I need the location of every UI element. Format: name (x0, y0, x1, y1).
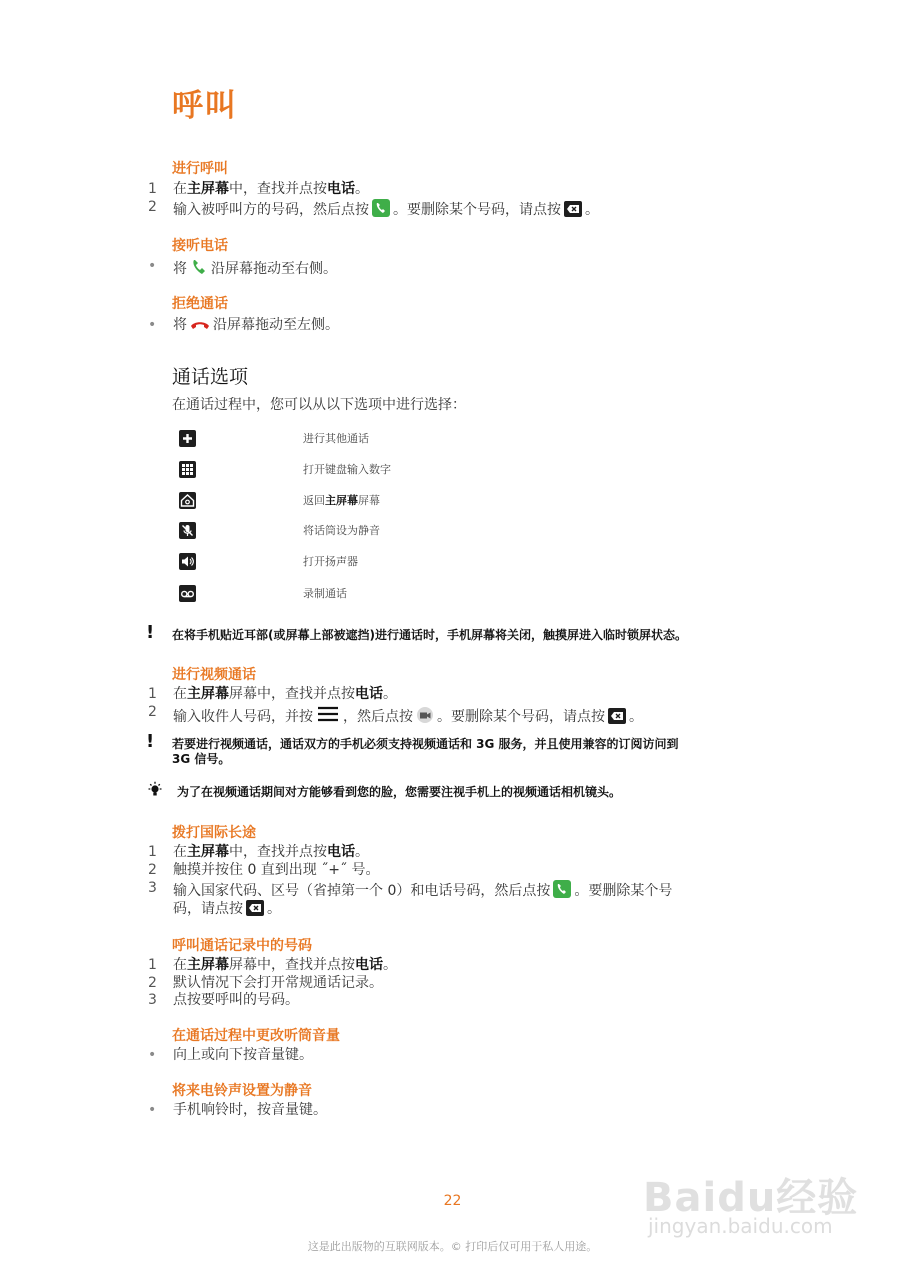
red-handset-icon (190, 318, 210, 332)
list-item (148, 686, 397, 703)
page-number: 22 (443, 1193, 462, 1209)
warning-icon: ! (146, 622, 155, 643)
step-number: 1 (148, 181, 157, 197)
list-item (148, 992, 299, 1009)
list-item (148, 258, 337, 278)
note-text-line2: 3G 信号。 (172, 752, 231, 766)
step-number: 2 (148, 704, 157, 720)
backspace-icon (246, 900, 264, 916)
option-label-home: 返回主屏幕屏幕 (303, 494, 380, 507)
note-text: 在将手机贴近耳部(或屏幕上部被遮挡)进行通话时，手机屏幕将关闭，触摸屏进入临时锁屏状态。 (172, 628, 687, 642)
option-label-speaker: 打开扬声器 (303, 555, 358, 568)
bullet: • (148, 317, 157, 333)
list-item (148, 199, 599, 219)
speaker-icon (179, 553, 196, 570)
bullet-text: 将 沿屏幕拖动至左侧。 (173, 317, 339, 333)
step-number: 1 (148, 686, 157, 702)
watermark-url: jingyan.baidu.com (648, 1214, 833, 1238)
option-label-add-call: 进行其他通话 (303, 432, 369, 445)
option-label-keypad: 打开键盘输入数字 (303, 463, 391, 476)
heading-silence-ringtone: 将来电铃声设置为静音 (172, 1083, 312, 1099)
step-text: 触摸并按住 0 直到出现 ˝+˝ 号。 (173, 862, 380, 878)
heading-call-log: 呼叫通话记录中的号码 (172, 938, 312, 954)
record-icon (179, 585, 196, 602)
backspace-icon (564, 201, 582, 217)
step-text: 在主屏幕中，查找并点按电话。 (173, 844, 369, 860)
call-button-icon (372, 199, 390, 217)
video-camera-icon (416, 706, 434, 724)
bullet-text: 手机响铃时，按音量键。 (173, 1102, 327, 1118)
list-item (148, 862, 379, 879)
step-text: 输入被呼叫方的号码，然后点按 。要删除某个号码，请点按 。 (173, 199, 599, 219)
bullet-text: 向上或向下按音量键。 (173, 1047, 313, 1063)
call-options-intro: 在通话过程中，您可以从以下选项中进行选择： (172, 397, 466, 413)
list-item (148, 317, 339, 334)
green-handset-icon (190, 258, 208, 276)
page-title: 呼叫 (172, 88, 238, 124)
heading-make-call: 进行呼叫 (172, 161, 228, 177)
option-label-mute: 将话筒设为静音 (303, 524, 380, 537)
note-text-line1: 若要进行视频通话，通话双方的手机必须支持视频通话和 3G 服务，并且使用兼容的订阅访问到 (172, 737, 679, 751)
bullet: • (148, 1102, 157, 1118)
backspace-icon (608, 708, 626, 724)
list-item (148, 957, 397, 974)
step-number: 1 (148, 844, 157, 860)
lightbulb-icon (146, 781, 164, 803)
list-item (148, 704, 643, 726)
step-number: 2 (148, 199, 157, 215)
menu-icon (316, 704, 340, 724)
tip-text: 为了在视频通话期间对方能够看到您的脸，您需要注视手机上的视频通话相机镜头。 (177, 785, 622, 799)
warning-icon: ! (146, 731, 155, 752)
list-item (148, 181, 369, 198)
keypad-icon (179, 461, 196, 478)
step-text: 在主屏幕中，查找并点按电话。 (173, 181, 369, 197)
option-label-record: 录制通话 (303, 587, 347, 600)
heading-call-options: 通话选项 (172, 366, 249, 388)
step-text: 输入国家代码、区号（省掉第一个 0）和电话号码，然后点按 。要删除某个号 (173, 880, 672, 900)
step-text: 在主屏幕屏幕中，查找并点按电话。 (173, 957, 397, 973)
heading-video-call: 进行视频通话 (172, 667, 256, 683)
step-number: 1 (148, 957, 157, 973)
list-item-continuation (173, 900, 281, 918)
step-text: 输入收件人号码，并按 ，然后点按 。要删除某个号码，请点按 。 (173, 704, 643, 726)
list-item (148, 1102, 327, 1119)
bullet: • (148, 1047, 157, 1063)
step-text: 点按要呼叫的号码。 (173, 992, 299, 1008)
call-button-icon (553, 880, 571, 898)
heading-answer-call: 接听电话 (172, 238, 228, 254)
heading-reject-call: 拒绝通话 (172, 296, 228, 312)
list-item (148, 844, 369, 861)
bullet-text: 将 沿屏幕拖动至右侧。 (173, 258, 337, 278)
step-number: 3 (148, 992, 157, 1008)
step-number: 2 (148, 862, 157, 878)
mute-icon (179, 522, 196, 539)
bullet: • (148, 258, 157, 274)
footer-text: 这是此出版物的互联网版本。© 打印后仅可用于私人用途。 (307, 1240, 598, 1253)
home-icon (179, 492, 196, 509)
list-item (148, 975, 383, 992)
list-item (148, 880, 672, 900)
step-text: 默认情况下会打开常规通话记录。 (173, 975, 383, 991)
list-item (148, 1047, 313, 1064)
step-text: 码，请点按 。 (173, 901, 281, 917)
step-text: 在主屏幕屏幕中，查找并点按电话。 (173, 686, 397, 702)
heading-earpiece-volume: 在通话过程中更改听筒音量 (172, 1028, 340, 1044)
add-call-icon (179, 430, 196, 447)
heading-international-call: 拨打国际长途 (172, 825, 256, 841)
step-number: 2 (148, 975, 157, 991)
watermark-logo: Baidu经验 (643, 1175, 859, 1221)
step-number: 3 (148, 880, 157, 896)
